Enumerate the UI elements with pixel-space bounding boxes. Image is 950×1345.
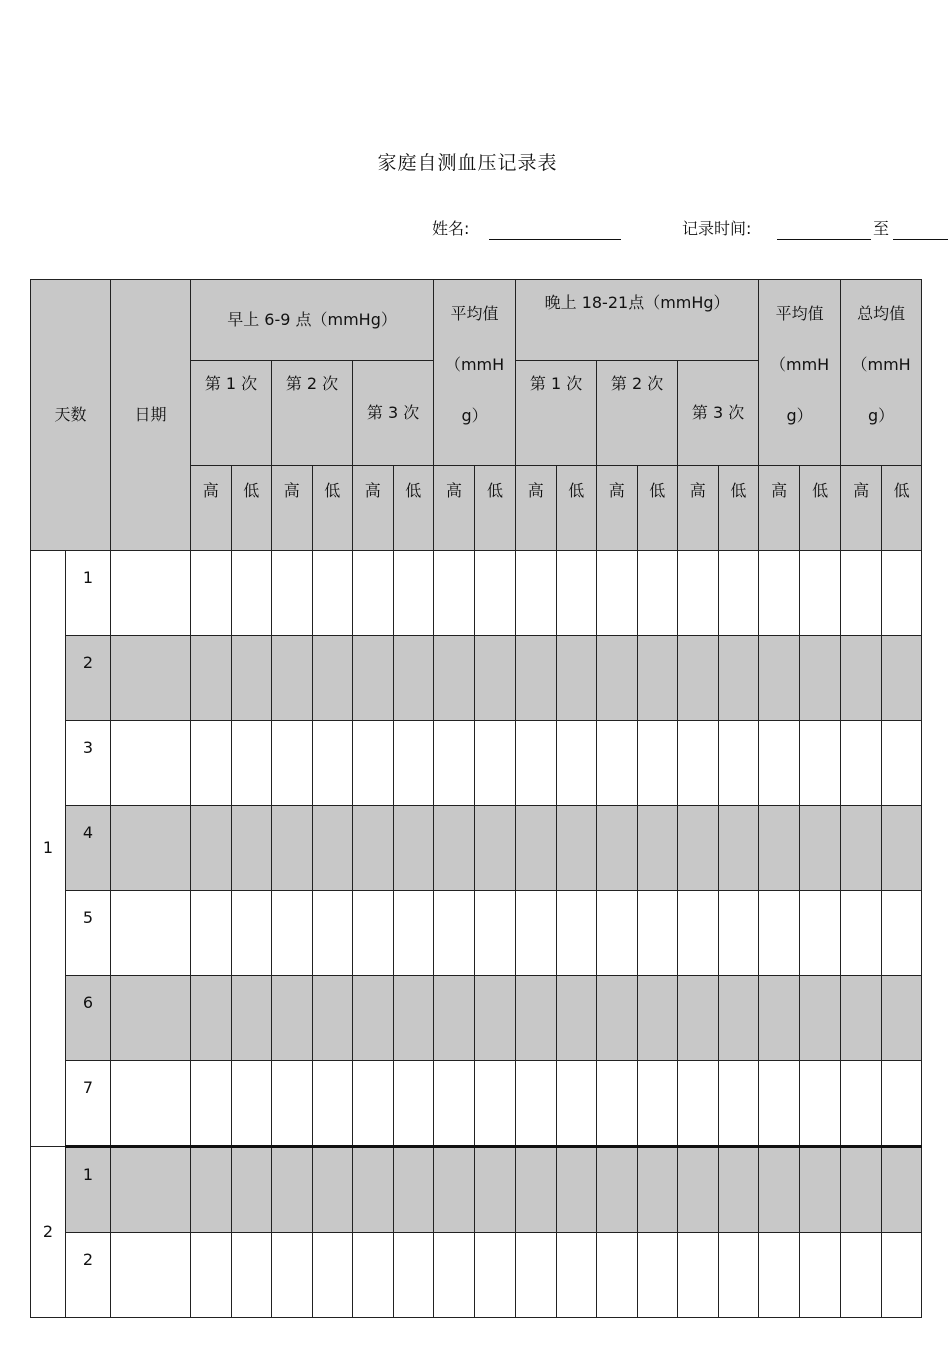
reading-cell[interactable] xyxy=(759,1233,800,1318)
reading-cell[interactable] xyxy=(272,721,313,806)
reading-cell[interactable] xyxy=(393,891,434,976)
reading-cell[interactable] xyxy=(434,976,475,1061)
reading-cell[interactable] xyxy=(393,1061,434,1147)
reading-cell[interactable] xyxy=(475,976,516,1061)
reading-cell[interactable] xyxy=(637,721,678,806)
header-total-average: 总均值 （mmH g） xyxy=(841,280,922,466)
reading-cell[interactable] xyxy=(516,551,557,636)
reading-cell[interactable] xyxy=(718,1061,759,1147)
blood-pressure-table xyxy=(30,279,922,1318)
reading-cell[interactable] xyxy=(312,721,353,806)
date-cell[interactable] xyxy=(111,1233,191,1318)
reading-cell[interactable] xyxy=(637,636,678,721)
reading-cell[interactable] xyxy=(312,806,353,891)
reading-cell[interactable] xyxy=(678,636,719,721)
reading-cell[interactable] xyxy=(800,1233,841,1318)
reading-cell[interactable] xyxy=(882,636,922,721)
reading-cell[interactable] xyxy=(353,1147,394,1233)
table-row xyxy=(31,891,922,976)
reading-cell[interactable] xyxy=(475,636,516,721)
reading-cell[interactable] xyxy=(597,1061,638,1147)
header-date: 日期 xyxy=(111,280,191,551)
reading-cell[interactable] xyxy=(718,806,759,891)
reading-cell[interactable] xyxy=(272,1233,313,1318)
reading-cell[interactable] xyxy=(759,976,800,1061)
document-title: 家庭自测血压记录表 xyxy=(377,152,558,174)
reading-cell[interactable] xyxy=(475,806,516,891)
table-row xyxy=(31,1147,922,1233)
header-high: 高 xyxy=(272,466,313,551)
reading-cell[interactable] xyxy=(191,721,232,806)
date-cell[interactable] xyxy=(111,891,191,976)
reading-cell[interactable] xyxy=(516,1233,557,1318)
reading-cell[interactable] xyxy=(678,806,719,891)
reading-cell[interactable] xyxy=(800,636,841,721)
reading-cell[interactable] xyxy=(556,551,597,636)
reading-cell[interactable] xyxy=(678,721,719,806)
reading-cell[interactable] xyxy=(516,1147,557,1233)
morning-time-3: 第 3 次 xyxy=(353,361,434,466)
reading-cell[interactable] xyxy=(272,551,313,636)
reading-cell[interactable] xyxy=(759,891,800,976)
reading-cell[interactable] xyxy=(759,806,800,891)
header-evening: 晚上 18-21点（mmHg） xyxy=(516,280,759,361)
reading-cell[interactable] xyxy=(272,1147,313,1233)
reading-cell[interactable] xyxy=(882,1147,922,1233)
table-row xyxy=(31,976,922,1061)
reading-cell[interactable] xyxy=(231,551,272,636)
reading-cell[interactable] xyxy=(800,976,841,1061)
reading-cell[interactable] xyxy=(678,976,719,1061)
reading-cell[interactable] xyxy=(191,806,232,891)
reading-cell[interactable] xyxy=(393,806,434,891)
header-morning: 早上 6-9 点（mmHg） xyxy=(191,280,434,361)
table-row xyxy=(31,1061,922,1147)
reading-cell[interactable] xyxy=(556,721,597,806)
reading-cell[interactable] xyxy=(882,976,922,1061)
day-number: 4 xyxy=(66,806,111,891)
group-number: 2 xyxy=(31,1147,66,1318)
reading-cell[interactable] xyxy=(434,806,475,891)
header-low: 低 xyxy=(800,466,841,551)
header-low: 低 xyxy=(637,466,678,551)
reading-cell[interactable] xyxy=(191,551,232,636)
reading-cell[interactable] xyxy=(637,891,678,976)
reading-cell[interactable] xyxy=(231,891,272,976)
reading-cell[interactable] xyxy=(882,1061,922,1147)
reading-cell[interactable] xyxy=(434,1233,475,1318)
reading-cell[interactable] xyxy=(393,976,434,1061)
reading-cell[interactable] xyxy=(231,721,272,806)
table-row xyxy=(31,636,922,721)
reading-cell[interactable] xyxy=(800,806,841,891)
day-number: 2 xyxy=(66,636,111,721)
reading-cell[interactable] xyxy=(841,806,882,891)
reading-cell[interactable] xyxy=(882,721,922,806)
reading-cell[interactable] xyxy=(393,1233,434,1318)
reading-cell[interactable] xyxy=(841,1061,882,1147)
reading-cell[interactable] xyxy=(191,891,232,976)
evening-time-1: 第 1 次 xyxy=(516,361,597,466)
reading-cell[interactable] xyxy=(434,721,475,806)
reading-cell[interactable] xyxy=(718,1233,759,1318)
morning-time-1: 第 1 次 xyxy=(191,361,272,466)
reading-cell[interactable] xyxy=(597,721,638,806)
start-date-field[interactable] xyxy=(777,239,871,240)
reading-cell[interactable] xyxy=(434,1061,475,1147)
reading-cell[interactable] xyxy=(759,1147,800,1233)
reading-cell[interactable] xyxy=(637,806,678,891)
reading-cell[interactable] xyxy=(597,806,638,891)
reading-cell[interactable] xyxy=(718,891,759,976)
reading-cell[interactable] xyxy=(312,636,353,721)
reading-cell[interactable] xyxy=(841,976,882,1061)
header-high: 高 xyxy=(353,466,394,551)
reading-cell[interactable] xyxy=(800,1061,841,1147)
header-high: 高 xyxy=(516,466,557,551)
reading-cell[interactable] xyxy=(800,551,841,636)
reading-cell[interactable] xyxy=(475,1147,516,1233)
day-number: 6 xyxy=(66,976,111,1061)
reading-cell[interactable] xyxy=(882,806,922,891)
to-label: 至 xyxy=(873,219,890,238)
reading-cell[interactable] xyxy=(637,551,678,636)
reading-cell[interactable] xyxy=(475,1233,516,1318)
reading-cell[interactable] xyxy=(637,1061,678,1147)
reading-cell[interactable] xyxy=(393,721,434,806)
date-cell[interactable] xyxy=(111,806,191,891)
reading-cell[interactable] xyxy=(353,636,394,721)
reading-cell[interactable] xyxy=(516,636,557,721)
reading-cell[interactable] xyxy=(556,1061,597,1147)
reading-cell[interactable] xyxy=(718,1147,759,1233)
reading-cell[interactable] xyxy=(800,891,841,976)
reading-cell[interactable] xyxy=(800,1147,841,1233)
header-high: 高 xyxy=(434,466,475,551)
reading-cell[interactable] xyxy=(841,891,882,976)
reading-cell[interactable] xyxy=(678,1061,719,1147)
reading-cell[interactable] xyxy=(191,1147,232,1233)
table-row xyxy=(31,721,922,806)
header-high: 高 xyxy=(759,466,800,551)
reading-cell[interactable] xyxy=(718,551,759,636)
header-low: 低 xyxy=(231,466,272,551)
reading-cell[interactable] xyxy=(231,1061,272,1147)
reading-cell[interactable] xyxy=(353,551,394,636)
header-low: 低 xyxy=(475,466,516,551)
morning-time-2: 第 2 次 xyxy=(272,361,353,466)
reading-cell[interactable] xyxy=(597,1147,638,1233)
reading-cell[interactable] xyxy=(191,1061,232,1147)
date-cell[interactable] xyxy=(111,976,191,1061)
reading-cell[interactable] xyxy=(556,1233,597,1318)
reading-cell[interactable] xyxy=(475,551,516,636)
reading-cell[interactable] xyxy=(393,636,434,721)
name-label: 姓名: xyxy=(432,219,470,238)
header-low: 低 xyxy=(882,466,922,551)
reading-cell[interactable] xyxy=(556,1147,597,1233)
reading-cell[interactable] xyxy=(353,721,394,806)
reading-cell[interactable] xyxy=(434,551,475,636)
reading-cell[interactable] xyxy=(231,1147,272,1233)
reading-cell[interactable] xyxy=(231,636,272,721)
reading-cell[interactable] xyxy=(434,636,475,721)
reading-cell[interactable] xyxy=(678,1233,719,1318)
reading-cell[interactable] xyxy=(475,1061,516,1147)
date-cell[interactable] xyxy=(111,636,191,721)
header-high: 高 xyxy=(191,466,232,551)
end-date-field[interactable] xyxy=(893,239,948,240)
reading-cell[interactable] xyxy=(759,551,800,636)
table-row xyxy=(31,1233,922,1318)
reading-cell[interactable] xyxy=(678,891,719,976)
header-low: 低 xyxy=(393,466,434,551)
header-low: 低 xyxy=(556,466,597,551)
reading-cell[interactable] xyxy=(393,1147,434,1233)
reading-cell[interactable] xyxy=(800,721,841,806)
reading-cell[interactable] xyxy=(312,1061,353,1147)
reading-cell[interactable] xyxy=(516,721,557,806)
date-cell[interactable] xyxy=(111,1147,191,1233)
reading-cell[interactable] xyxy=(191,1233,232,1318)
reading-cell[interactable] xyxy=(556,806,597,891)
reading-cell[interactable] xyxy=(475,721,516,806)
reading-cell[interactable] xyxy=(312,891,353,976)
reading-cell[interactable] xyxy=(556,636,597,721)
reading-cell[interactable] xyxy=(841,721,882,806)
reading-cell[interactable] xyxy=(272,891,313,976)
reading-cell[interactable] xyxy=(841,551,882,636)
reading-cell[interactable] xyxy=(759,636,800,721)
day-number: 5 xyxy=(66,891,111,976)
reading-cell[interactable] xyxy=(272,976,313,1061)
day-number: 2 xyxy=(66,1233,111,1318)
reading-cell[interactable] xyxy=(272,636,313,721)
header-high: 高 xyxy=(841,466,882,551)
header-days: 天数 xyxy=(31,280,111,551)
header-high: 高 xyxy=(678,466,719,551)
reading-cell[interactable] xyxy=(597,636,638,721)
reading-cell[interactable] xyxy=(191,976,232,1061)
day-number: 3 xyxy=(66,721,111,806)
reading-cell[interactable] xyxy=(597,1233,638,1318)
reading-cell[interactable] xyxy=(841,1233,882,1318)
reading-cell[interactable] xyxy=(718,636,759,721)
reading-cell[interactable] xyxy=(272,1061,313,1147)
reading-cell[interactable] xyxy=(718,721,759,806)
reading-cell[interactable] xyxy=(597,891,638,976)
reading-cell[interactable] xyxy=(434,891,475,976)
reading-cell[interactable] xyxy=(718,976,759,1061)
reading-cell[interactable] xyxy=(516,976,557,1061)
header-evening-average: 平均值 （mmH g） xyxy=(759,280,841,466)
name-field[interactable] xyxy=(489,239,621,240)
reading-cell[interactable] xyxy=(312,976,353,1061)
evening-time-3: 第 3 次 xyxy=(678,361,759,466)
record-time-label: 记录时间: xyxy=(682,219,752,238)
reading-cell[interactable] xyxy=(434,1147,475,1233)
reading-cell[interactable] xyxy=(191,636,232,721)
day-number: 7 xyxy=(66,1061,111,1147)
reading-cell[interactable] xyxy=(353,891,394,976)
reading-cell[interactable] xyxy=(841,1147,882,1233)
date-cell[interactable] xyxy=(111,1061,191,1147)
reading-cell[interactable] xyxy=(353,1233,394,1318)
day-number: 1 xyxy=(66,551,111,636)
header-low: 低 xyxy=(312,466,353,551)
reading-cell[interactable] xyxy=(841,636,882,721)
reading-cell[interactable] xyxy=(272,806,313,891)
reading-cell[interactable] xyxy=(312,1147,353,1233)
reading-cell[interactable] xyxy=(637,976,678,1061)
reading-cell[interactable] xyxy=(556,891,597,976)
group-number: 1 xyxy=(31,551,66,1147)
reading-cell[interactable] xyxy=(312,1233,353,1318)
reading-cell[interactable] xyxy=(637,1233,678,1318)
reading-cell[interactable] xyxy=(231,1233,272,1318)
reading-cell[interactable] xyxy=(678,551,719,636)
reading-cell[interactable] xyxy=(393,551,434,636)
reading-cell[interactable] xyxy=(597,976,638,1061)
day-number: 1 xyxy=(66,1147,111,1233)
reading-cell[interactable] xyxy=(759,721,800,806)
reading-cell[interactable] xyxy=(597,551,638,636)
reading-cell[interactable] xyxy=(678,1147,719,1233)
reading-cell[interactable] xyxy=(637,1147,678,1233)
reading-cell[interactable] xyxy=(882,1233,922,1318)
header-morning-average: 平均值 （mmH g） xyxy=(434,280,516,466)
header-low: 低 xyxy=(718,466,759,551)
reading-cell[interactable] xyxy=(882,891,922,976)
reading-cell[interactable] xyxy=(312,551,353,636)
reading-cell[interactable] xyxy=(231,976,272,1061)
table-row xyxy=(31,551,922,636)
reading-cell[interactable] xyxy=(516,891,557,976)
date-cell[interactable] xyxy=(111,721,191,806)
reading-cell[interactable] xyxy=(353,1061,394,1147)
reading-cell[interactable] xyxy=(516,1061,557,1147)
reading-cell[interactable] xyxy=(516,806,557,891)
date-cell[interactable] xyxy=(111,551,191,636)
reading-cell[interactable] xyxy=(759,1061,800,1147)
header-high: 高 xyxy=(597,466,638,551)
table-row xyxy=(31,806,922,891)
evening-time-2: 第 2 次 xyxy=(597,361,678,466)
reading-cell[interactable] xyxy=(231,806,272,891)
reading-cell[interactable] xyxy=(353,976,394,1061)
reading-cell[interactable] xyxy=(353,806,394,891)
reading-cell[interactable] xyxy=(475,891,516,976)
reading-cell[interactable] xyxy=(882,551,922,636)
reading-cell[interactable] xyxy=(556,976,597,1061)
